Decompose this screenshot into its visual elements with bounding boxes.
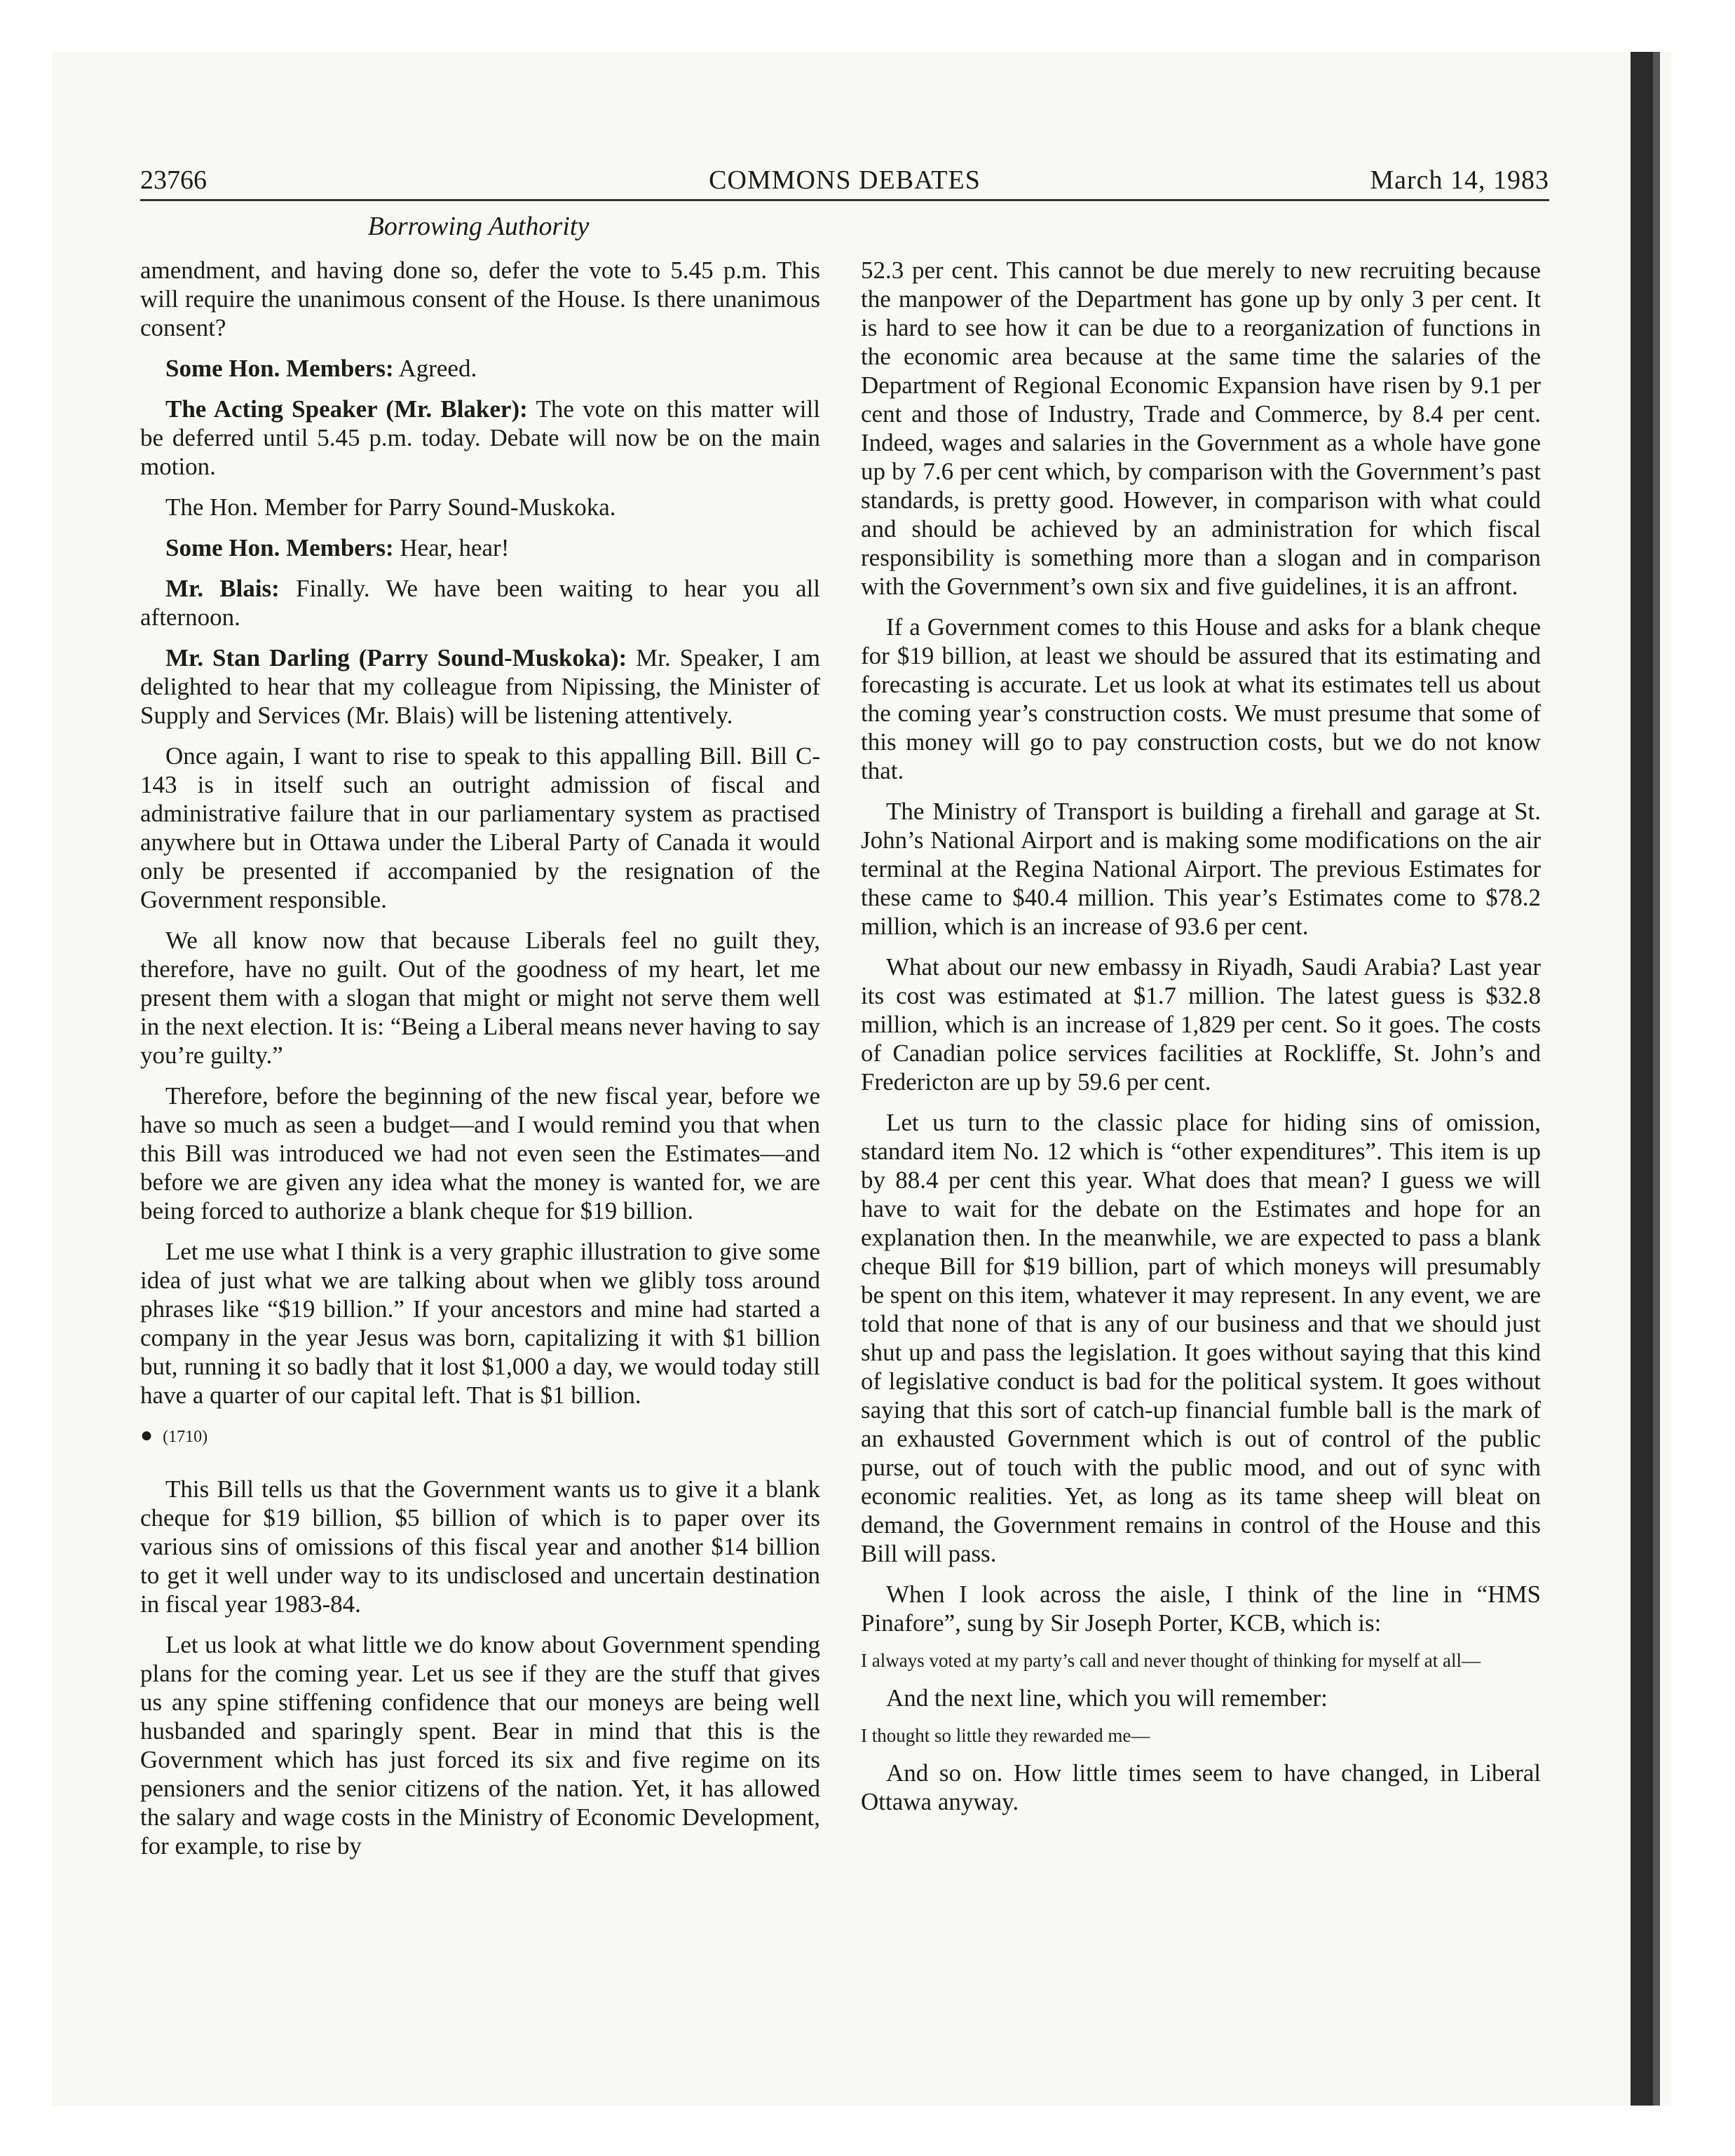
paragraph: Let me use what I think is a very graphic illustration to give some idea of just what we are talking about when we glibly toss around phrases like “$19 billion.” If your ancestors and mine had started a company in the year Jesus was born, capitalizing it with $1 billion but, running it so badly that it lost $1,000 a day, we would today still have a quarter of our capital left. That is $1 billion. — [140, 1238, 820, 1409]
paragraph: When I look across the aisle, I think of the line in “HMS Pinafore”, sung by Sir Joseph Porter, KCB, which is: — [861, 1581, 1541, 1637]
publication-title: COMMONS DEBATES — [709, 165, 981, 195]
scan-edge-shadow — [1631, 52, 1653, 2106]
timestamp: (1710) — [163, 1428, 208, 1446]
timestamp-marker — [140, 1421, 820, 1451]
speech-text: Agreed. — [393, 355, 477, 382]
speaker-name: Some Hon. Members: — [165, 534, 394, 561]
left-column — [140, 256, 820, 1872]
paragraph: And so on. How little times seem to have changed, in Liberal Ottawa anyway. — [861, 1759, 1541, 1815]
speaker-name: Some Hon. Members: — [165, 355, 394, 382]
speech-text: The vote on this matter will be deferred until 5.45 p.m. today. Debate will now be on the main motion. — [140, 395, 820, 480]
paragraph: The Ministry of Transport is building a firehall and garage at St. John’s National Airport and is making some modifications on the air terminal at the Regina National Airport. The previous Estimates for these came to $40.4 million. This year’s Estimates come to $78.2 million, which is an increase of 93.6 per cent. — [861, 798, 1541, 940]
verse-quote: I always voted at my party’s call and never thought of thinking for myself at all— — [861, 1650, 1481, 1671]
paragraph: Let us look at what little we do know about Government spending plans for the coming year. Let us see if they are the stuff that gives us any spine stiffening confidence that our moneys are being well husbanded and sparingly spent. Bear in mind that this is the Government which has just forced its six and five regime on its pensioners and the senior citizens of the nation. Yet, it has allowed the salary and wage costs in the Ministry of Economic Development, for example, to rise by — [140, 1631, 820, 1860]
paragraph: This Bill tells us that the Government wants us to give it a blank cheque for $19 billion, $5 billion of which is to paper over its various sins of omissions of this fiscal year and another $14 billion to get it well under way to its undisclosed and uncertain destination in fiscal year 1983-84. — [140, 1475, 820, 1618]
paragraph: Therefore, before the beginning of the new fiscal year, before we have so much as seen a budget—and I would remind you that when this Bill was introduced we had not even seen the Estimates—and before we are given any idea what the money is wanted for, we are being forced to authorize a blank cheque for $19 billion. — [140, 1082, 820, 1224]
speech-text: Mr. Speaker, I am delighted to hear that my colleague from Nipissing, the Minister of Supply and Services (Mr. Blais) will be listening attentively. — [140, 644, 820, 729]
speech-text: Finally. We have been waiting to hear you all afternoon. — [140, 575, 820, 631]
paragraph: 52.3 per cent. This cannot be due merely to new recruiting because the manpower of the Department has gone up by only 3 per cent. It is hard to see how it can be due to a reorganization of functions in the economic area because at the same time the salaries of the Department of Regional Economic Expansion have risen by 9.1 per cent and those of Industry, Trade and Commerce, by 8.4 per cent. Indeed, wages and salaries in the Government as a whole have gone up by 7.6 per cent which, by comparison with the Government’s past standards, is pretty good. However, in comparison with what could and should be achieved by an administration for which fiscal responsibility is something more than a slogan and in comparison with the Government’s own six and five guidelines, it is an affront. — [861, 257, 1541, 600]
paragraph — [140, 395, 820, 481]
section-subtitle: Borrowing Authority — [367, 212, 590, 241]
paragraph: Once again, I want to rise to speak to this appalling Bill. Bill C-143 is in itself such an outright admission of fiscal and administrative failure that in our parliamentary system as practised anywhere but in Ottawa under the Liberal Party of Canada it would only be presented if accompanied by the resignation of the Government responsible. — [140, 742, 820, 913]
paragraph: What about our new embassy in Riyadh, Saudi Arabia? Last year its cost was estimated at $1.7 million. The latest guess is $32.8 million, which is an increase of 1,829 per cent. So it goes. The costs of Canadian police services facilities at Rockliffe, St. John’s and Fredericton are up by 59.6 per cent. — [861, 953, 1541, 1096]
paragraph: And the next line, which you will remember: — [886, 1684, 1328, 1712]
scan-edge-shadow-inner — [1653, 52, 1660, 2106]
paragraph — [140, 574, 820, 632]
verse-quote: I thought so little they rewarded me— — [861, 1725, 1150, 1746]
right-column — [861, 256, 1541, 1828]
paragraph — [140, 354, 820, 383]
paragraph: The Hon. Member for Parry Sound-Muskoka. — [165, 493, 616, 521]
paragraph — [140, 643, 820, 730]
speaker-name: Mr. Blais: — [165, 575, 280, 602]
paragraph: If a Government comes to this House and asks for a blank cheque for $19 billion, at least we should be assured that its estimating and forecasting is accurate. Let us look at what its estimates tell us about the coming year’s construction costs. We must presume that some of this money will go to pay construction costs, but we do not know that. — [861, 613, 1541, 784]
page-header — [140, 161, 1549, 201]
speech-text: Hear, hear! — [393, 534, 510, 561]
speaker-name: The Acting Speaker (Mr. Blaker): — [165, 395, 528, 423]
paragraph: amendment, and having done so, defer the vote to 5.45 p.m. This will require the unanimous consent of the House. Is there unanimous consent? — [140, 257, 820, 341]
bullet-icon: ● — [140, 1424, 154, 1447]
paragraph: Let us turn to the classic place for hiding sins of omission, standard item No. 12 which is “other expenditures”. This item is up by 88.4 per cent this year. What does that mean? I guess we will have to wait for the debate on the Estimates and hope for an explanation then. In the meanwhile, we are expected to pass a blank cheque Bill for $19 billion, part of which moneys will presumably be spent on this item, whatever it may represent. In any event, we are told that none of that is any of our business and that we should just shut up and pass the legislation. It goes without saying that this kind of legislative conduct is bad for the political system. It goes without saying that this sort of catch-up financial fumble ball is the mark of an exhausted Government which is out of control of the public purse, out of touch with the public mood, and out of sync with economic realities. Yet, as long as its tame sheep will bleat on demand, the Government remains in control of the House and this Bill will pass. — [861, 1109, 1541, 1567]
page-number: 23766 — [140, 165, 207, 195]
speaker-name: Mr. Stan Darling (Parry Sound-Muskoka): — [165, 644, 627, 671]
paragraph — [140, 533, 820, 562]
page-date: March 14, 1983 — [1370, 165, 1549, 195]
paragraph: We all know now that because Liberals feel no guilt they, therefore, have no guilt. Out of the goodness of my heart, let me present them with a slogan that might or might not serve them well in the next election. It is: “Being a Liberal means never having to say you’re guilty.” — [140, 927, 820, 1069]
